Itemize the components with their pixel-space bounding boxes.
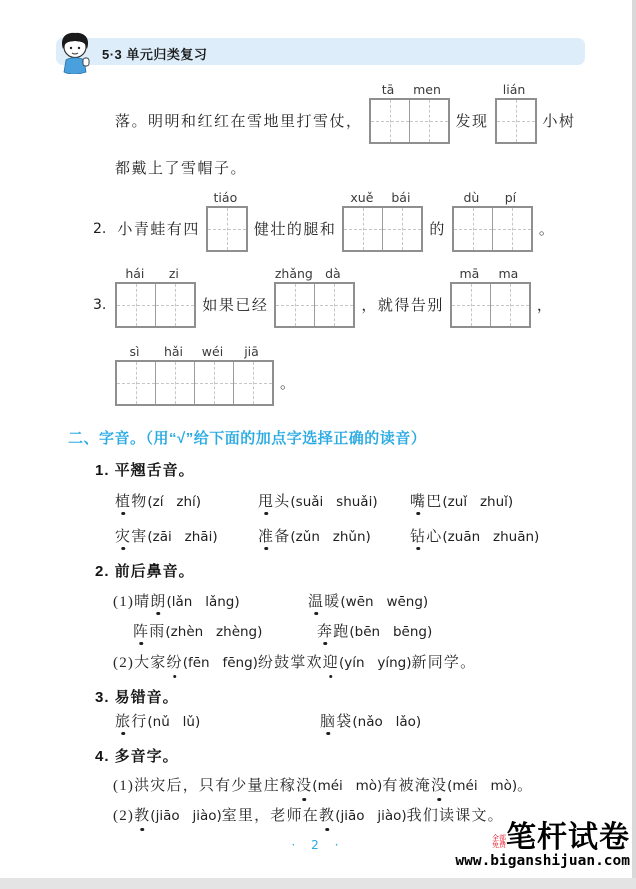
q3-text-3: ， [536,298,554,314]
text-run: 室里，老师在 [221,808,319,824]
dotted-char: 没 [296,778,313,794]
watermark-brand-row [455,823,630,853]
pinyin-syllable: bái [391,190,411,205]
pinyin-syllable: mā [459,266,480,281]
text-run: 跑 [333,624,350,640]
watermark [455,823,630,870]
pinyin-options: (méi mò) [447,778,518,794]
text-run: 暖 [324,594,341,610]
q3-text-2: ，就得告别 [361,298,444,314]
text-run: 纷鼓掌欢 [257,655,323,671]
pinyin-syllable: dù [463,190,480,205]
word-zhunbei [258,527,410,547]
writing-grid [495,98,537,144]
pinyin-options: (méi mò) [312,778,383,794]
dotted-char: 甩 [258,494,275,510]
page-number: · 2 · [291,838,345,852]
text-run: 我们读课文。 [406,808,504,824]
q2-text-4: 。 [538,222,556,238]
watermark-free-label: 全部免费 [492,835,506,849]
q3-line2 [113,344,301,406]
q3-number: 3. [93,297,107,313]
writing-grid [342,206,423,252]
pinyin-box-dupi [452,190,533,252]
item-duoyinzi: 4. 多音字。 [95,748,179,765]
pinyin-syllable: wéi [201,344,224,359]
q2-line [93,190,559,252]
q2-text-3: 的 [429,222,446,238]
pinyin-labels [450,266,531,282]
pinyin-options: (zǔn zhǔn) [290,529,371,545]
pinyin-box-lian [495,82,537,144]
pinyin-labels [274,266,355,282]
sentence-fenfen [113,653,476,673]
pinyin-syllable: lián [502,82,526,97]
pinyin-syllable: men [413,82,441,97]
q2-number: 2. [93,221,107,237]
dotted-char: 纷 [166,655,183,671]
q3-text-1: 如果已经 [202,298,269,314]
writing-grid [369,98,450,144]
q1-line1 [115,82,580,144]
pinyin-syllable: jiā [244,344,259,359]
scan-edge-bottom [0,878,636,889]
dotted-char: 温 [308,594,325,610]
header-band [56,38,585,65]
pinyin-syllable: zhǎng [274,266,313,281]
pinyin-box-mama [450,266,531,328]
word-lvxing [115,712,320,732]
pinyin-syllable: dà [325,266,341,281]
dotted-char: 灾 [115,529,132,545]
dotted-char: 迎 [322,655,339,671]
item-qianhoubiyin: 2. 前后鼻音。 [95,563,195,580]
dotted-char: 脑 [320,714,337,730]
dotted-char: 嘴 [410,494,427,510]
pinyin-box-zhangda [274,266,355,328]
pinyin-labels [452,190,533,206]
q2-text-1: 小青蛙有四 [117,222,200,238]
item-pingqiaosheyin: 1. 平翘舌音。 [95,462,195,479]
pinyin-box-sihaiweijia [115,344,274,406]
word-row-1 [115,492,513,512]
pinyin-labels [495,82,537,98]
pinyin-syllable: zi [168,266,179,281]
writing-cell[interactable] [276,284,314,326]
text-run: 备 [274,529,291,545]
writing-grid [206,206,248,252]
word-zaihai [115,527,258,547]
writing-cell[interactable] [233,362,272,404]
writing-cell[interactable] [155,362,194,404]
dotted-char: 教 [318,808,336,824]
pinyin-options: (fēn fēng) [182,655,258,671]
writing-cell[interactable] [155,284,194,326]
pinyin-labels [342,190,423,206]
word-qinglang [113,592,308,612]
dotted-char: 准 [258,529,275,545]
word-row-4 [133,622,432,642]
word-row-6 [115,712,421,732]
watermark-brand: 笔杆试卷 [506,821,630,854]
writing-cell[interactable] [452,284,490,326]
q3-text-4: 。 [280,376,297,392]
dotted-char: 旅 [115,714,132,730]
text-run: 心 [426,529,443,545]
scan-edge-right [632,0,636,889]
word-zuanxin [410,527,539,547]
writing-cell[interactable] [454,208,492,250]
pinyin-syllable: hǎi [163,344,184,359]
word-row-2 [115,527,539,547]
pinyin-options: (bēn bēng) [349,624,433,640]
text-run: 雨 [149,624,166,640]
pinyin-options: (zí zhí) [147,494,202,510]
writing-cell[interactable] [492,208,531,250]
word-row-3 [113,592,428,612]
dotted-char: 阵 [133,624,150,640]
writing-cell[interactable] [117,284,155,326]
text-run: 头 [274,494,291,510]
word-zuiba [410,492,513,512]
dotted-char: 教 [134,808,151,824]
pinyin-syllable: ma [498,266,519,281]
sentence-jiaojiao [113,806,504,826]
pinyin-labels [369,82,450,98]
pinyin-labels [115,266,196,282]
q2-text-2: 健壮的腿和 [253,222,337,238]
q1-text-pre: 落。明明和红红在雪地里打雪仗， [115,114,363,130]
dotted-char: 没 [430,778,448,794]
writing-cell[interactable] [409,100,448,142]
writing-grid [450,282,531,328]
writing-grid [452,206,533,252]
pinyin-labels [206,190,248,206]
sentence-meimo [113,776,533,796]
writing-cell[interactable] [490,284,529,326]
pinyin-options: (zhèn zhèng) [165,624,263,640]
writing-cell[interactable] [371,100,409,142]
pinyin-options: (zuān zhuān) [442,529,540,545]
pinyin-options: (jiāo jiào) [150,808,222,824]
boy-avatar-icon [56,30,94,74]
writing-cell[interactable] [344,208,382,250]
pinyin-options: (nǎo lǎo) [352,714,422,730]
pinyin-box-xuebai [342,190,423,252]
pinyin-options: (zāi zhāi) [147,529,218,545]
word-zhiwu [115,492,258,512]
pinyin-options: (suǎi shuǎi) [290,494,378,510]
item-yicuoyin: 3. 易错音。 [95,689,179,706]
dotted-char: 钻 [410,529,427,545]
dotted-char: 朗 [150,594,167,610]
page-title: 5·3 单元归类复习 [102,47,208,62]
watermark-url: www.biganshijuan.com [455,853,630,869]
pinyin-syllable: tā [381,82,395,97]
pinyin-box-haizi [115,266,196,328]
q1-text-mid: 发现 [455,114,489,130]
dotted-char: 植 [115,494,132,510]
writing-grid [115,360,274,406]
writing-cell[interactable] [314,284,353,326]
text-run: (2)大家 [113,655,167,671]
pinyin-options: (zuǐ zhuǐ) [442,494,514,510]
q1-text-post: 小树 [542,114,576,130]
text-run: 袋 [336,714,353,730]
pinyin-syllable: sì [129,344,140,359]
dotted-char: 奔 [317,624,334,640]
text-run: (1)晴 [113,594,151,610]
pinyin-options: (yín yíng) [338,655,412,671]
pinyin-labels [115,344,274,360]
pinyin-options: (wēn wēng) [340,594,429,610]
text-run: 。 [517,778,534,794]
text-run: (1)洪灾后，只有少量庄稼 [113,778,297,794]
pinyin-options: (jiāo jiào) [335,808,407,824]
writing-cell[interactable] [208,208,246,250]
writing-cell[interactable] [497,100,535,142]
pinyin-syllable: hái [125,266,145,281]
pinyin-syllable: pí [504,190,517,205]
text-run: 物 [131,494,148,510]
word-naodai [320,712,421,732]
text-run: 害 [131,529,148,545]
q3-line1 [93,266,557,328]
pinyin-syllable: xuě [350,190,374,205]
pinyin-box-tamen [369,82,450,144]
writing-cell[interactable] [194,362,233,404]
pinyin-options: (nǔ lǔ) [147,714,201,730]
word-shuaitou [258,492,410,512]
writing-grid [274,282,355,328]
text-run: 新同学。 [411,655,477,671]
q1-line2: 都戴上了雪帽子。 [115,161,248,177]
word-benpao [317,622,432,642]
writing-cell[interactable] [382,208,421,250]
pinyin-syllable: tiáo [213,190,238,205]
text-run: (2) [113,808,135,824]
text-run: 有被淹 [382,778,431,794]
pinyin-box-tiao [206,190,248,252]
word-wennuan [308,592,428,612]
section2-heading: 二、字音。（用“√”给下面的加点字选择正确的读音） [68,430,427,447]
writing-grid [115,282,196,328]
text-run: 行 [131,714,148,730]
word-zhenyu [133,622,317,642]
pinyin-options: (lǎn lǎng) [166,594,240,610]
writing-cell[interactable] [117,362,155,404]
text-run: 巴 [426,494,443,510]
